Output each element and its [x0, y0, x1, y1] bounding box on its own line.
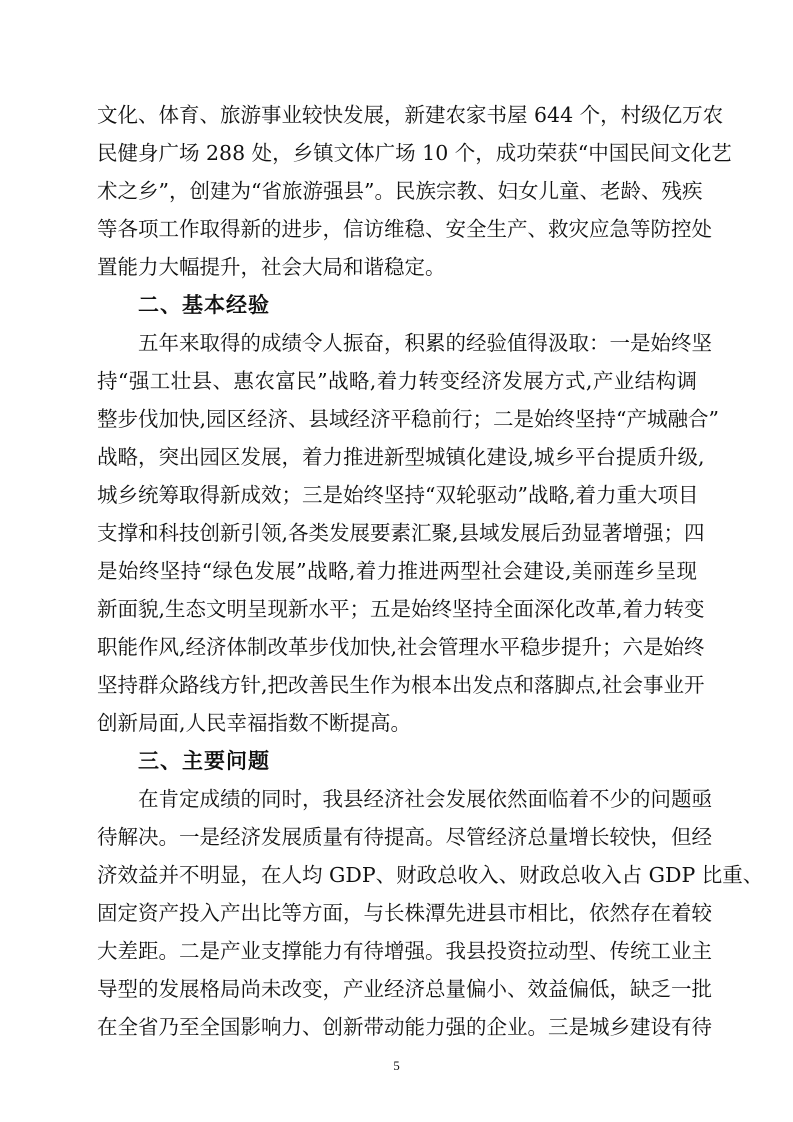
paragraph-line: 城乡统筹取得新成效；三是始终坚持“双轮驱动”战略,着力重大项目	[97, 483, 699, 507]
paragraph-line: 在全省乃至全国影响力、创新带动能力强的企业。三是城乡建设有待	[97, 1015, 712, 1039]
paragraph-line: 支撑和科技创新引领,各类发展要素汇聚,县域发展后劲显著增强；四	[97, 521, 705, 545]
paragraph-line: 待解决。一是经济发展质量有待提高。尽管经济总量增长较快，但经	[97, 825, 712, 849]
paragraph-line: 固定资产投入产出比等方面，与长株潭先进县市相比，依然存在着较	[97, 901, 712, 925]
paragraph-line: 新面貌,生态文明呈现新水平；五是始终坚持全面深化改革,着力转变	[97, 597, 705, 621]
paragraph-line: 整步伐加快,园区经济、县域经济平稳前行；二是始终坚持“产城融合”	[97, 407, 719, 431]
paragraph-line: 坚持群众路线方针,把改善民生作为根本出发点和落脚点,社会事业开	[97, 673, 705, 697]
paragraph-line: 置能力大幅提升，社会大局和谐稳定。	[97, 255, 446, 279]
paragraph-line: 战略，突出园区发展，着力推进新型城镇化建设,城乡平台提质升级,	[97, 445, 705, 469]
paragraph-line: 导型的发展格局尚未改变，产业经济总量偏小、效益偏低，缺乏一批	[97, 977, 712, 1001]
paragraph-line: 持“强工壮县、惠农富民”战略,着力转变经济发展方式,产业结构调	[97, 369, 697, 393]
paragraph-line: 文化、体育、旅游事业较快发展，新建农家书屋 644 个，村级亿万农	[97, 103, 724, 127]
paragraph-line: 等各项工作取得新的进步，信访维稳、安全生产、救灾应急等防控处	[97, 217, 712, 241]
section-heading-main-problems: 三、主要问题	[138, 749, 270, 773]
paragraph-line: 民健身广场 288 处，乡镇文体广场 10 个，成功荣获“中国民间文化艺	[97, 141, 732, 165]
paragraph-line: 创新局面,人民幸福指数不断提高。	[97, 711, 412, 735]
section-heading-basic-experience: 二、基本经验	[138, 293, 270, 317]
paragraph-line: 大差距。二是产业支撑能力有待增强。我县投资拉动型、传统工业主	[97, 939, 712, 963]
paragraph-line: 职能作风,经济体制改革步伐加快,社会管理水平稳步提升；六是始终	[97, 635, 705, 659]
paragraph-line: 是始终坚持“绿色发展”战略,着力推进两型社会建设,美丽莲乡呈现	[97, 559, 697, 583]
page-number: 5	[393, 1058, 400, 1073]
paragraph-line: 五年来取得的成绩令人振奋，积累的经验值得汲取：一是始终坚	[138, 331, 712, 355]
paragraph-line: 济效益并不明显，在人均 GDP、财政总收入、财政总收入占 GDP 比重、	[97, 863, 764, 887]
paragraph-line: 在肯定成绩的同时，我县经济社会发展依然面临着不少的问题亟	[138, 787, 712, 811]
paragraph-line: 术之乡”，创建为“省旅游强县”。民族宗教、妇女儿童、老龄、残疾	[97, 179, 703, 203]
